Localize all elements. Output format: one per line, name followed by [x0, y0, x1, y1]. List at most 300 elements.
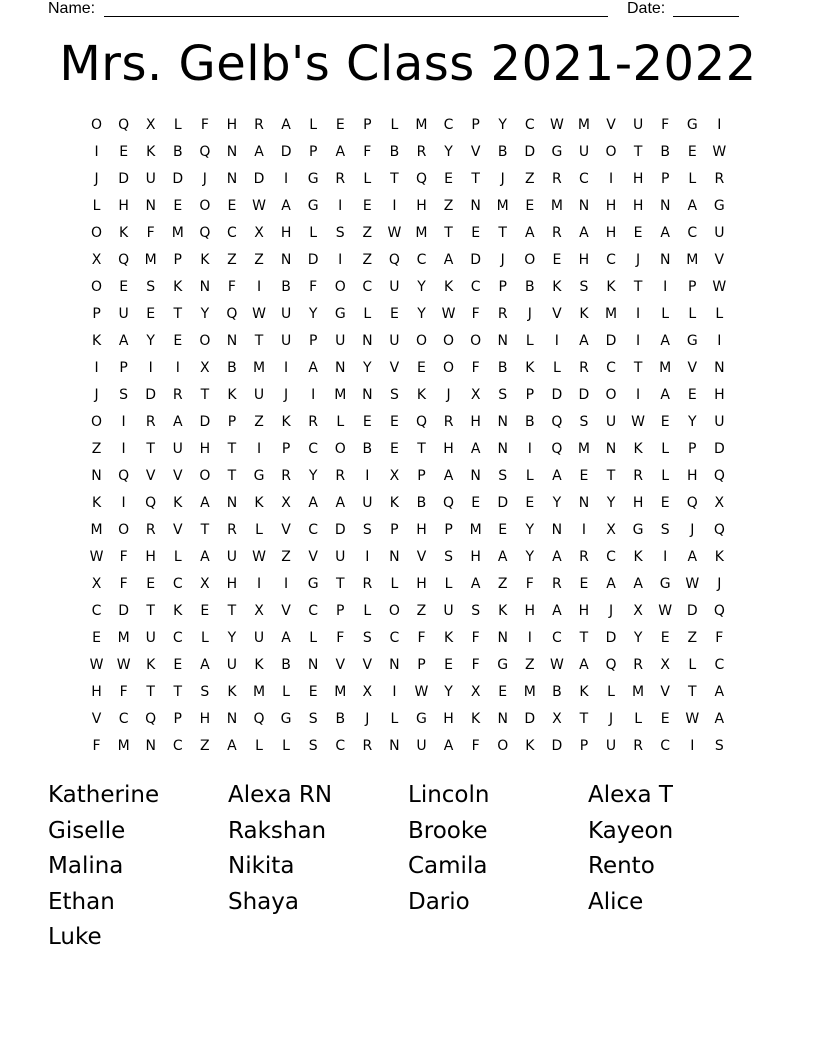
- grid-cell[interactable]: E: [579, 576, 589, 592]
- grid-cell[interactable]: A: [660, 225, 670, 241]
- grid-cell[interactable]: I: [527, 630, 532, 646]
- grid-cell[interactable]: O: [497, 738, 509, 754]
- grid-cell[interactable]: T: [146, 441, 155, 457]
- grid-cell[interactable]: N: [145, 198, 156, 214]
- grid-cell[interactable]: E: [471, 495, 481, 511]
- grid-cell[interactable]: A: [525, 225, 535, 241]
- grid-cell[interactable]: C: [118, 711, 129, 727]
- grid-cell[interactable]: T: [606, 468, 616, 484]
- grid-cell[interactable]: Y: [552, 495, 562, 511]
- grid-cell[interactable]: T: [227, 603, 237, 619]
- grid-cell[interactable]: D: [605, 333, 617, 349]
- grid-cell[interactable]: F: [119, 549, 128, 565]
- grid-cell[interactable]: O: [443, 333, 455, 349]
- grid-cell[interactable]: F: [525, 576, 534, 592]
- grid-cell[interactable]: C: [308, 603, 319, 619]
- grid-cell[interactable]: N: [470, 198, 481, 214]
- grid-cell[interactable]: Q: [551, 441, 563, 457]
- grid-cell[interactable]: L: [715, 306, 724, 322]
- grid-cell[interactable]: U: [335, 549, 346, 565]
- grid-cell[interactable]: J: [636, 252, 641, 268]
- grid-cell[interactable]: S: [444, 549, 453, 565]
- grid-cell[interactable]: B: [552, 684, 562, 700]
- grid-cell[interactable]: W: [252, 306, 266, 322]
- grid-cell[interactable]: L: [309, 225, 318, 241]
- grid-cell[interactable]: X: [714, 495, 725, 511]
- grid-cell[interactable]: R: [714, 171, 725, 187]
- name-input-line[interactable]: [104, 0, 608, 17]
- grid-cell[interactable]: K: [146, 144, 156, 160]
- grid-cell[interactable]: L: [688, 171, 697, 187]
- grid-cell[interactable]: I: [284, 171, 289, 187]
- grid-cell[interactable]: U: [389, 279, 400, 295]
- grid-cell[interactable]: Y: [417, 306, 426, 322]
- grid-cell[interactable]: B: [335, 711, 346, 727]
- grid-cell[interactable]: H: [199, 441, 211, 457]
- grid-cell[interactable]: X: [552, 711, 562, 727]
- grid-cell[interactable]: K: [227, 387, 237, 403]
- grid-cell[interactable]: K: [173, 495, 183, 511]
- grid-cell[interactable]: P: [227, 414, 237, 430]
- grid-cell[interactable]: S: [335, 225, 345, 241]
- grid-cell[interactable]: S: [498, 387, 508, 403]
- grid-cell[interactable]: I: [256, 441, 262, 457]
- grid-cell[interactable]: L: [309, 630, 318, 646]
- grid-cell[interactable]: O: [605, 387, 617, 403]
- grid-cell[interactable]: W: [549, 117, 564, 133]
- grid-cell[interactable]: M: [659, 360, 672, 376]
- grid-cell[interactable]: X: [281, 495, 291, 511]
- grid-cell[interactable]: W: [116, 657, 131, 673]
- grid-cell[interactable]: J: [717, 576, 722, 592]
- grid-cell[interactable]: L: [390, 576, 399, 592]
- grid-cell[interactable]: T: [173, 684, 183, 700]
- grid-cell[interactable]: P: [173, 711, 182, 727]
- grid-cell[interactable]: G: [416, 711, 427, 727]
- grid-cell[interactable]: S: [308, 738, 318, 754]
- grid-cell[interactable]: Y: [606, 495, 616, 511]
- grid-cell[interactable]: U: [172, 441, 183, 457]
- grid-cell[interactable]: M: [90, 522, 103, 538]
- grid-cell[interactable]: K: [552, 279, 562, 295]
- grid-cell[interactable]: O: [91, 117, 103, 133]
- grid-cell[interactable]: S: [498, 468, 508, 484]
- grid-cell[interactable]: Y: [687, 414, 697, 430]
- grid-cell[interactable]: G: [280, 711, 292, 727]
- grid-cell[interactable]: V: [389, 360, 400, 376]
- grid-cell[interactable]: N: [659, 252, 671, 268]
- grid-cell[interactable]: A: [714, 711, 725, 727]
- grid-cell[interactable]: I: [284, 576, 289, 592]
- grid-cell[interactable]: S: [579, 414, 589, 430]
- grid-cell[interactable]: I: [636, 387, 641, 403]
- grid-cell[interactable]: W: [387, 225, 402, 241]
- grid-cell[interactable]: O: [470, 333, 482, 349]
- grid-cell[interactable]: H: [226, 576, 238, 592]
- grid-cell[interactable]: Y: [633, 630, 643, 646]
- grid-cell[interactable]: K: [281, 414, 291, 430]
- grid-cell[interactable]: C: [443, 117, 454, 133]
- grid-cell[interactable]: X: [254, 225, 264, 241]
- grid-cell[interactable]: A: [118, 333, 129, 349]
- grid-cell[interactable]: L: [661, 468, 670, 484]
- grid-cell[interactable]: U: [605, 414, 617, 430]
- grid-cell[interactable]: C: [227, 225, 237, 241]
- grid-cell[interactable]: N: [362, 333, 373, 349]
- grid-cell[interactable]: T: [444, 225, 453, 241]
- grid-cell[interactable]: L: [634, 711, 642, 727]
- grid-cell[interactable]: E: [417, 360, 426, 376]
- grid-cell[interactable]: C: [389, 630, 400, 646]
- grid-cell[interactable]: N: [199, 279, 211, 295]
- grid-cell[interactable]: Q: [253, 711, 265, 727]
- grid-cell[interactable]: N: [389, 738, 400, 754]
- grid-cell[interactable]: L: [661, 306, 670, 322]
- grid-cell[interactable]: E: [92, 630, 101, 646]
- grid-cell[interactable]: A: [443, 738, 454, 754]
- grid-cell[interactable]: L: [607, 684, 615, 700]
- grid-cell[interactable]: E: [471, 225, 481, 241]
- grid-cell[interactable]: J: [527, 306, 532, 322]
- grid-cell[interactable]: K: [633, 549, 643, 565]
- grid-cell[interactable]: D: [578, 387, 590, 403]
- grid-cell[interactable]: H: [118, 198, 129, 214]
- grid-cell[interactable]: W: [89, 549, 104, 565]
- grid-cell[interactable]: F: [661, 117, 670, 133]
- grid-cell[interactable]: R: [579, 360, 589, 376]
- grid-cell[interactable]: T: [633, 144, 643, 160]
- grid-cell[interactable]: L: [390, 711, 399, 727]
- grid-cell[interactable]: W: [252, 549, 266, 565]
- grid-cell[interactable]: A: [227, 738, 237, 754]
- grid-cell[interactable]: X: [200, 360, 210, 376]
- grid-cell[interactable]: N: [578, 495, 590, 511]
- grid-cell[interactable]: B: [524, 414, 535, 430]
- grid-cell[interactable]: I: [121, 441, 126, 457]
- grid-cell[interactable]: H: [443, 441, 454, 457]
- grid-cell[interactable]: G: [686, 333, 698, 349]
- grid-cell[interactable]: D: [253, 171, 265, 187]
- grid-cell[interactable]: C: [524, 117, 535, 133]
- grid-cell[interactable]: V: [91, 711, 102, 727]
- grid-cell[interactable]: V: [660, 684, 670, 700]
- grid-cell[interactable]: O: [388, 603, 400, 619]
- grid-cell[interactable]: D: [497, 495, 509, 511]
- grid-cell[interactable]: T: [633, 360, 643, 376]
- grid-cell[interactable]: G: [307, 576, 319, 592]
- grid-cell[interactable]: C: [470, 279, 481, 295]
- grid-cell[interactable]: J: [94, 171, 99, 187]
- grid-cell[interactable]: P: [92, 306, 101, 322]
- grid-cell[interactable]: E: [389, 441, 399, 457]
- grid-cell[interactable]: E: [498, 684, 508, 700]
- grid-cell[interactable]: R: [633, 738, 643, 754]
- grid-cell[interactable]: Y: [444, 144, 453, 160]
- grid-cell[interactable]: C: [172, 576, 183, 592]
- grid-cell[interactable]: T: [254, 333, 264, 349]
- grid-cell[interactable]: L: [390, 117, 399, 133]
- grid-cell[interactable]: E: [173, 198, 183, 214]
- grid-cell[interactable]: X: [91, 252, 102, 268]
- grid-cell[interactable]: I: [690, 738, 695, 754]
- grid-cell[interactable]: G: [334, 306, 346, 322]
- grid-cell[interactable]: Q: [118, 117, 130, 133]
- grid-cell[interactable]: F: [471, 630, 480, 646]
- grid-cell[interactable]: M: [686, 252, 699, 268]
- grid-cell[interactable]: K: [119, 225, 129, 241]
- grid-cell[interactable]: N: [226, 333, 238, 349]
- grid-cell[interactable]: B: [172, 144, 183, 160]
- grid-cell[interactable]: H: [470, 414, 481, 430]
- grid-cell[interactable]: N: [362, 387, 373, 403]
- grid-cell[interactable]: H: [524, 603, 536, 619]
- grid-cell[interactable]: A: [497, 549, 508, 565]
- grid-cell[interactable]: S: [119, 387, 129, 403]
- grid-cell[interactable]: U: [443, 603, 454, 619]
- grid-cell[interactable]: C: [416, 252, 427, 268]
- grid-cell[interactable]: N: [497, 441, 508, 457]
- grid-cell[interactable]: G: [659, 576, 671, 592]
- grid-cell[interactable]: I: [338, 198, 343, 214]
- grid-cell[interactable]: B: [227, 360, 237, 376]
- grid-cell[interactable]: O: [118, 522, 130, 538]
- grid-cell[interactable]: O: [91, 225, 103, 241]
- grid-cell[interactable]: C: [362, 279, 373, 295]
- grid-cell[interactable]: E: [362, 198, 372, 214]
- grid-cell[interactable]: A: [470, 441, 481, 457]
- grid-cell[interactable]: R: [145, 414, 156, 430]
- grid-cell[interactable]: I: [284, 360, 289, 376]
- grid-cell[interactable]: S: [308, 711, 318, 727]
- grid-cell[interactable]: N: [280, 252, 292, 268]
- grid-cell[interactable]: M: [334, 684, 347, 700]
- grid-cell[interactable]: T: [471, 171, 480, 187]
- grid-cell[interactable]: A: [172, 414, 183, 430]
- grid-cell[interactable]: O: [443, 360, 455, 376]
- grid-cell[interactable]: V: [335, 657, 346, 673]
- grid-cell[interactable]: J: [94, 387, 99, 403]
- grid-cell[interactable]: S: [146, 279, 156, 295]
- grid-cell[interactable]: R: [254, 117, 264, 133]
- grid-cell[interactable]: W: [685, 576, 700, 592]
- grid-cell[interactable]: L: [200, 630, 209, 646]
- grid-cell[interactable]: H: [605, 225, 617, 241]
- grid-cell[interactable]: T: [579, 711, 589, 727]
- grid-cell[interactable]: G: [713, 198, 725, 214]
- grid-cell[interactable]: T: [498, 225, 507, 241]
- grid-cell[interactable]: S: [579, 279, 589, 295]
- grid-cell[interactable]: J: [446, 387, 451, 403]
- grid-cell[interactable]: M: [604, 306, 618, 322]
- grid-cell[interactable]: P: [281, 441, 291, 457]
- grid-cell[interactable]: G: [307, 198, 319, 214]
- grid-cell[interactable]: U: [226, 549, 238, 565]
- grid-cell[interactable]: Y: [525, 522, 535, 538]
- grid-cell[interactable]: T: [146, 603, 155, 619]
- grid-cell[interactable]: S: [200, 684, 210, 700]
- grid-cell[interactable]: N: [714, 360, 725, 376]
- grid-cell[interactable]: Y: [498, 117, 507, 133]
- grid-cell[interactable]: L: [525, 333, 534, 349]
- grid-cell[interactable]: W: [685, 711, 700, 727]
- grid-cell[interactable]: Y: [444, 684, 453, 700]
- grid-cell[interactable]: I: [256, 576, 262, 592]
- date-input-line[interactable]: [673, 0, 739, 17]
- grid-cell[interactable]: Y: [417, 279, 426, 295]
- grid-cell[interactable]: O: [199, 468, 211, 484]
- grid-cell[interactable]: F: [92, 738, 101, 754]
- grid-cell[interactable]: J: [284, 387, 289, 403]
- grid-cell[interactable]: D: [199, 414, 211, 430]
- grid-cell[interactable]: V: [470, 144, 481, 160]
- grid-cell[interactable]: G: [253, 468, 265, 484]
- grid-cell[interactable]: E: [687, 144, 697, 160]
- grid-cell[interactable]: A: [579, 225, 589, 241]
- grid-cell[interactable]: I: [311, 387, 316, 403]
- grid-cell[interactable]: A: [633, 576, 643, 592]
- grid-cell[interactable]: J: [690, 522, 695, 538]
- grid-cell[interactable]: W: [658, 603, 673, 619]
- grid-cell[interactable]: I: [338, 252, 343, 268]
- grid-cell[interactable]: A: [660, 387, 670, 403]
- grid-cell[interactable]: E: [660, 630, 670, 646]
- grid-cell[interactable]: D: [118, 171, 129, 187]
- grid-cell[interactable]: R: [227, 522, 237, 538]
- grid-cell[interactable]: L: [92, 198, 101, 214]
- grid-cell[interactable]: L: [255, 522, 263, 538]
- grid-cell[interactable]: I: [256, 279, 262, 295]
- grid-cell[interactable]: I: [175, 360, 180, 376]
- grid-cell[interactable]: E: [525, 198, 535, 214]
- grid-cell[interactable]: N: [226, 171, 238, 187]
- grid-cell[interactable]: Q: [145, 711, 157, 727]
- grid-cell[interactable]: V: [606, 117, 616, 133]
- grid-cell[interactable]: V: [172, 468, 183, 484]
- grid-cell[interactable]: K: [443, 630, 454, 646]
- grid-cell[interactable]: V: [362, 657, 373, 673]
- grid-cell[interactable]: G: [686, 117, 698, 133]
- grid-cell[interactable]: H: [714, 387, 725, 403]
- grid-cell[interactable]: R: [416, 144, 427, 160]
- grid-cell[interactable]: N: [605, 441, 617, 457]
- grid-cell[interactable]: M: [632, 684, 645, 700]
- grid-cell[interactable]: A: [308, 495, 318, 511]
- grid-cell[interactable]: O: [334, 279, 346, 295]
- grid-cell[interactable]: U: [389, 333, 400, 349]
- grid-cell[interactable]: V: [308, 549, 318, 565]
- grid-cell[interactable]: C: [606, 252, 616, 268]
- grid-cell[interactable]: X: [200, 576, 210, 592]
- grid-cell[interactable]: W: [712, 144, 727, 160]
- grid-cell[interactable]: S: [389, 387, 399, 403]
- grid-cell[interactable]: D: [307, 252, 319, 268]
- grid-cell[interactable]: U: [578, 144, 590, 160]
- grid-cell[interactable]: R: [633, 657, 643, 673]
- grid-cell[interactable]: K: [443, 279, 454, 295]
- grid-cell[interactable]: I: [392, 198, 397, 214]
- grid-cell[interactable]: A: [552, 549, 562, 565]
- grid-cell[interactable]: Q: [226, 306, 238, 322]
- grid-cell[interactable]: I: [663, 279, 668, 295]
- grid-cell[interactable]: H: [632, 198, 644, 214]
- grid-cell[interactable]: I: [121, 495, 126, 511]
- grid-cell[interactable]: A: [281, 198, 291, 214]
- grid-cell[interactable]: W: [631, 414, 646, 430]
- grid-cell[interactable]: I: [717, 333, 722, 349]
- grid-cell[interactable]: F: [471, 738, 480, 754]
- grid-cell[interactable]: A: [281, 630, 291, 646]
- grid-cell[interactable]: V: [714, 252, 725, 268]
- grid-cell[interactable]: P: [660, 171, 670, 187]
- grid-cell[interactable]: M: [117, 630, 130, 646]
- grid-cell[interactable]: H: [443, 711, 454, 727]
- grid-cell[interactable]: E: [119, 144, 129, 160]
- grid-cell[interactable]: X: [470, 684, 481, 700]
- grid-cell[interactable]: P: [173, 252, 182, 268]
- grid-cell[interactable]: Q: [686, 495, 698, 511]
- grid-cell[interactable]: W: [441, 306, 456, 322]
- grid-cell[interactable]: R: [497, 306, 508, 322]
- grid-cell[interactable]: M: [171, 225, 184, 241]
- grid-cell[interactable]: U: [714, 225, 725, 241]
- grid-cell[interactable]: X: [660, 657, 670, 673]
- grid-cell[interactable]: M: [415, 117, 428, 133]
- grid-cell[interactable]: E: [200, 603, 210, 619]
- grid-cell[interactable]: V: [552, 306, 562, 322]
- grid-cell[interactable]: Z: [524, 657, 535, 673]
- grid-cell[interactable]: S: [362, 522, 372, 538]
- grid-cell[interactable]: H: [686, 468, 698, 484]
- grid-cell[interactable]: R: [335, 468, 346, 484]
- grid-cell[interactable]: B: [497, 360, 508, 376]
- grid-cell[interactable]: I: [581, 522, 587, 538]
- grid-cell[interactable]: T: [390, 171, 399, 187]
- grid-cell[interactable]: I: [554, 333, 559, 349]
- grid-cell[interactable]: P: [498, 279, 507, 295]
- grid-cell[interactable]: C: [91, 603, 102, 619]
- grid-cell[interactable]: A: [443, 252, 454, 268]
- grid-cell[interactable]: V: [281, 603, 291, 619]
- grid-cell[interactable]: A: [579, 333, 589, 349]
- grid-cell[interactable]: D: [605, 630, 617, 646]
- grid-cell[interactable]: E: [227, 198, 237, 214]
- grid-cell[interactable]: F: [336, 630, 345, 646]
- grid-cell[interactable]: H: [416, 198, 427, 214]
- grid-cell[interactable]: O: [334, 441, 346, 457]
- grid-cell[interactable]: U: [335, 333, 346, 349]
- grid-cell[interactable]: Y: [146, 333, 155, 349]
- grid-cell[interactable]: D: [118, 603, 129, 619]
- grid-cell[interactable]: Q: [551, 414, 563, 430]
- grid-cell[interactable]: Q: [605, 657, 617, 673]
- grid-cell[interactable]: N: [226, 711, 238, 727]
- grid-cell[interactable]: U: [714, 414, 725, 430]
- grid-cell[interactable]: O: [199, 333, 211, 349]
- grid-cell[interactable]: I: [365, 549, 370, 565]
- grid-cell[interactable]: W: [712, 279, 727, 295]
- grid-cell[interactable]: D: [334, 522, 346, 538]
- grid-cell[interactable]: M: [550, 198, 563, 214]
- grid-cell[interactable]: A: [254, 144, 264, 160]
- grid-cell[interactable]: H: [416, 576, 427, 592]
- grid-cell[interactable]: N: [470, 468, 481, 484]
- grid-cell[interactable]: Q: [713, 603, 725, 619]
- grid-cell[interactable]: K: [91, 333, 102, 349]
- grid-cell[interactable]: A: [606, 576, 616, 592]
- grid-cell[interactable]: L: [363, 603, 372, 619]
- grid-cell[interactable]: D: [524, 144, 536, 160]
- grid-cell[interactable]: X: [389, 468, 400, 484]
